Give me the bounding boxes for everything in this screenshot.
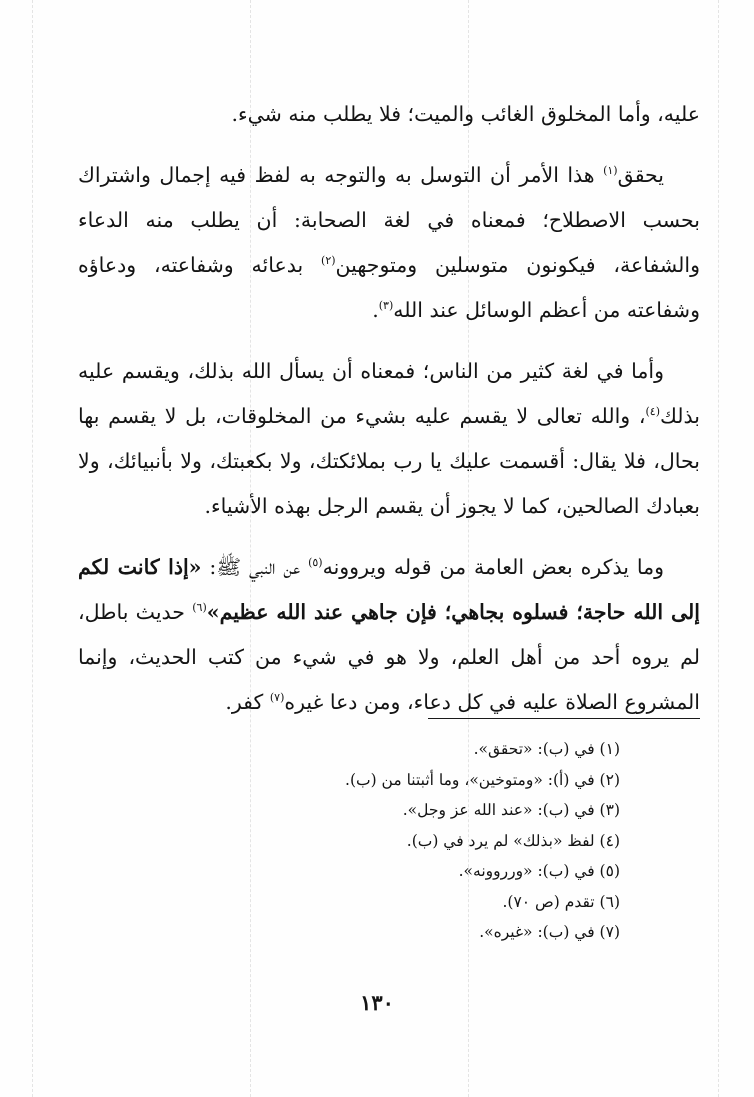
footnote-marker: (٣)	[378, 299, 394, 313]
page-number: ١٣٠	[360, 990, 394, 1015]
footnote-item: (٤) لفظ «بذلك» لم يرد في (ب).	[406, 831, 620, 850]
scan-guide-line	[718, 0, 719, 1097]
footnote-marker: (٧)	[269, 691, 285, 705]
footnote-separator	[428, 718, 700, 719]
text-segment: حديث باطل، لم يروه أحد من أهل العلم، ولا هو في شيء من كتب الحديث، وإنما المشروع الصلاة عليه في كل دعاء، ومن دعا غيره	[78, 600, 700, 714]
text-segment: بدعائه وشفاعته، ودعاؤه وشفاعته من أعظم الوسائل عند الله	[78, 253, 700, 322]
paragraph	[78, 545, 700, 725]
footnote-marker: (٥)	[308, 556, 323, 570]
footnote-item: (٦) تقدم (ص ٧٠).	[502, 892, 620, 911]
text-segment: كفر.	[225, 690, 270, 714]
paragraph	[78, 349, 700, 529]
text-segment: عليه، وأما المخلوق الغائب والميت؛ فلا يطلب منه شيء.	[231, 102, 700, 126]
text-segment: يحقق	[617, 163, 664, 187]
footnote-item: (٧) في (ب): «غيره».	[479, 923, 620, 941]
footnote-item: (٣) في (ب): «عند الله عز وجل».	[402, 801, 620, 819]
footnote-item: (١) في (ب): «تحقق».	[473, 740, 620, 758]
footnote-marker: (٤)	[645, 405, 660, 419]
footnote-marker: (١)	[603, 164, 618, 178]
paragraph	[78, 92, 700, 137]
footnote-item: (٢) في (أ): «ومتوخين»، وما أثبتنا من (ب).	[345, 770, 620, 789]
footnote-item: (٥) في (ب): «ورروونه».	[458, 862, 620, 880]
footnote-marker: (٢)	[321, 254, 336, 268]
text-segment: عن النبي ﷺ:	[201, 555, 309, 579]
footnotes-list	[120, 734, 620, 948]
main-text	[78, 92, 700, 725]
text-segment: وأما في لغة كثير من الناس؛ فمعناه أن يسأل الله بذلك، ويقسم عليه بذلك	[78, 359, 700, 428]
text-segment: وما يذكره بعض العامة من قوله ويروونه	[322, 555, 664, 579]
text-segment: ، والله تعالى لا يقسم عليه بشيء من المخلوقات، بل لا يقسم بها بحال، فلا يقال: أقسمت عليك يا رب بملائكتك، ولا بكعبتك، ولا بأنبيائك، ولا بعبادك الصالحين، كما لا يجوز أن يقسم الرجل بهذه الأشياء.	[78, 404, 700, 518]
scan-guide-line	[32, 0, 33, 1097]
text-segment: .	[372, 298, 379, 322]
hadith-quote: «إذا كانت لكم إلى الله حاجة؛ فسلوه بجاهي؛ فإن جاهي عند الله عظيم»	[78, 555, 700, 624]
text-segment: هذا الأمر أن التوسل به والتوجه به لفظ فيه إجمال واشتراك بحسب الاصطلاح؛ فمعناه في لغة الصحابة: أن يطلب منه الدعاء والشفاعة، فيكونون متوسلين ومتوجهين	[78, 163, 700, 277]
footnote-marker: (٦)	[192, 601, 207, 615]
paragraph	[78, 153, 700, 333]
